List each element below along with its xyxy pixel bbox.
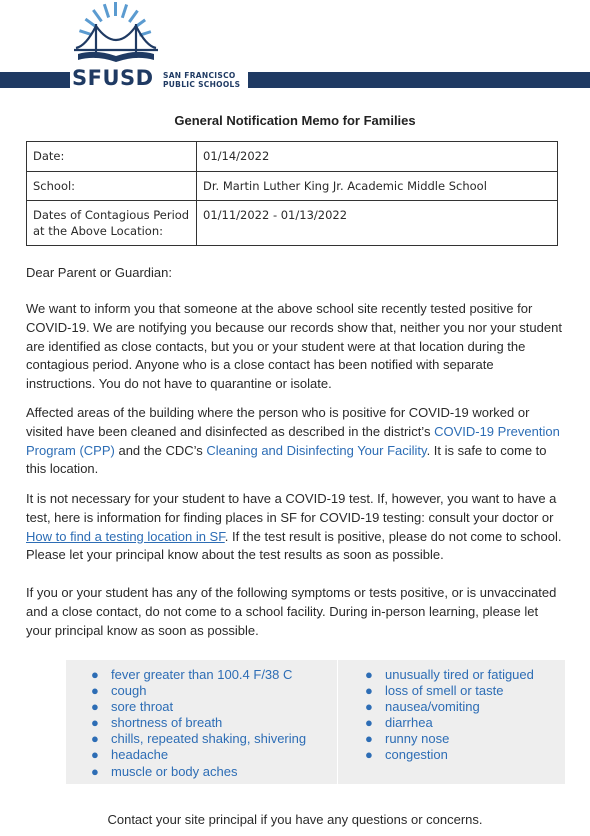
- list-item: [91, 764, 306, 780]
- bullet-icon: ●: [365, 667, 373, 682]
- table-row-contagious-period: [27, 201, 558, 246]
- bullet-icon: ●: [365, 699, 373, 715]
- symptom-text: chills, repeated shaking, shivering: [111, 731, 307, 747]
- symptom-text: headache: [111, 747, 169, 763]
- sfusd-wordmark: SFUSD: [72, 66, 154, 90]
- header-band-left: [0, 72, 70, 88]
- list-item: [365, 747, 534, 763]
- list-item: [91, 715, 306, 731]
- symptom-text: congestion: [385, 747, 448, 763]
- list-item: [365, 699, 534, 715]
- list-item: [365, 667, 534, 683]
- contagious-period-label-line1: Dates of Contagious Period: [33, 208, 190, 222]
- bullet-icon: ●: [91, 747, 99, 763]
- bullet-icon: ●: [365, 747, 373, 763]
- bullet-icon: ●: [365, 715, 373, 731]
- bullet-icon: ●: [91, 683, 99, 699]
- contagious-period-value: 01/11/2022 - 01/13/2022: [197, 201, 558, 246]
- memo-info-table: [26, 141, 558, 246]
- symptom-text: nausea/vomiting: [385, 699, 480, 715]
- symptom-text: muscle or body aches: [111, 763, 238, 779]
- list-item: [91, 683, 306, 699]
- table-row-school: [27, 172, 558, 201]
- school-label: School:: [27, 172, 197, 201]
- list-item: [91, 731, 306, 747]
- symptoms-list-left: [91, 667, 306, 780]
- date-label: Date:: [27, 142, 197, 172]
- school-value: Dr. Martin Luther King Jr. Academic Middle School: [197, 172, 558, 201]
- header-band-right: [248, 72, 590, 88]
- date-value: 01/14/2022: [197, 142, 558, 172]
- symptoms-divider: [337, 660, 338, 784]
- symptom-text: runny nose: [385, 731, 450, 747]
- paragraph-cleaning-text-c: . It is safe to come to this location.: [26, 442, 547, 477]
- district-name: [163, 71, 240, 89]
- bullet-icon: ●: [91, 667, 99, 682]
- bullet-icon: ●: [91, 731, 99, 747]
- paragraph-cleaning: [26, 404, 566, 479]
- bullet-icon: ●: [91, 763, 99, 779]
- bullet-icon: ●: [91, 699, 99, 715]
- list-item: [365, 715, 534, 731]
- cdc-cleaning-link[interactable]: Cleaning and Disinfecting Your Facility: [206, 442, 427, 458]
- symptom-text: diarrhea: [385, 715, 433, 731]
- greeting: Dear Parent or Guardian:: [26, 265, 172, 280]
- paragraph-testing-text-b: . If the test result is positive, please do not come to school. Please let your principal know about the test results as soon as possible.: [26, 528, 562, 563]
- bullet-icon: ●: [365, 731, 373, 747]
- symptom-text: unusually tired or fatigued: [385, 667, 534, 682]
- bullet-icon: ●: [91, 715, 99, 731]
- footer-contact-note: Contact your site principal if you have any questions or concerns.: [107, 812, 483, 827]
- district-name-line1: SAN FRANCISCO: [163, 71, 236, 80]
- table-row-date: [27, 142, 558, 172]
- bullet-icon: ●: [365, 683, 373, 699]
- paragraph-cleaning-text-b: and the CDC’s: [114, 442, 207, 458]
- paragraph-cleaning-text-a: Affected areas of the building where the person who is positive for COVID-19 worked or visited have been cleaned and disinfected as described in the district’s: [26, 405, 530, 439]
- paragraph-testing-text-a: It is not necessary for your student to have a COVID-19 test. If, however, you want to have a test, here is information for finding places in SF for COVID-19 testing: consult your doctor or: [26, 491, 557, 525]
- list-item: [91, 667, 306, 683]
- list-item: [91, 699, 306, 715]
- symptoms-list-right: [365, 667, 534, 764]
- memo-title: General Notification Memo for Families: [174, 113, 416, 128]
- contagious-period-label: [27, 201, 197, 246]
- cpp-link[interactable]: COVID-19 Prevention Program (CPP): [26, 423, 560, 458]
- district-name-line2: PUBLIC SCHOOLS: [163, 80, 241, 89]
- paragraph-notification: We want to inform you that someone at the above school site recently tested positive for COVID-19. We are notifying you because our records show that, neither you nor your student are identified as close contacts, but you or your student were at that location during the contagious period. Anyone who is a close contact has been notified with separate instructions. You do not have to quarantine or isolate.: [26, 301, 562, 392]
- symptom-text: cough: [111, 683, 147, 699]
- list-item: [91, 747, 306, 763]
- paragraph-testing: [26, 490, 566, 565]
- golden-gate-bridge-logo-icon: [74, 2, 158, 68]
- contagious-period-label-line2: at the Above Location:: [33, 224, 163, 238]
- symptom-text: shortness of breath: [111, 715, 223, 731]
- paragraph-symptoms-intro: If you or your student has any of the following symptoms or tests positive, or is unvaccinated and a close contact, do not come to a school facility. During in-person learning, please let your principal know as soon as possible.: [26, 585, 557, 638]
- testing-location-link[interactable]: How to find a testing location in SF: [26, 528, 225, 544]
- symptom-text: loss of smell or taste: [385, 683, 504, 699]
- symptom-text: sore throat: [111, 699, 174, 715]
- symptom-text: fever greater than 100.4 F/38 C: [111, 667, 293, 682]
- list-item: [365, 731, 534, 747]
- list-item: [365, 683, 534, 699]
- letterhead: [0, 0, 590, 92]
